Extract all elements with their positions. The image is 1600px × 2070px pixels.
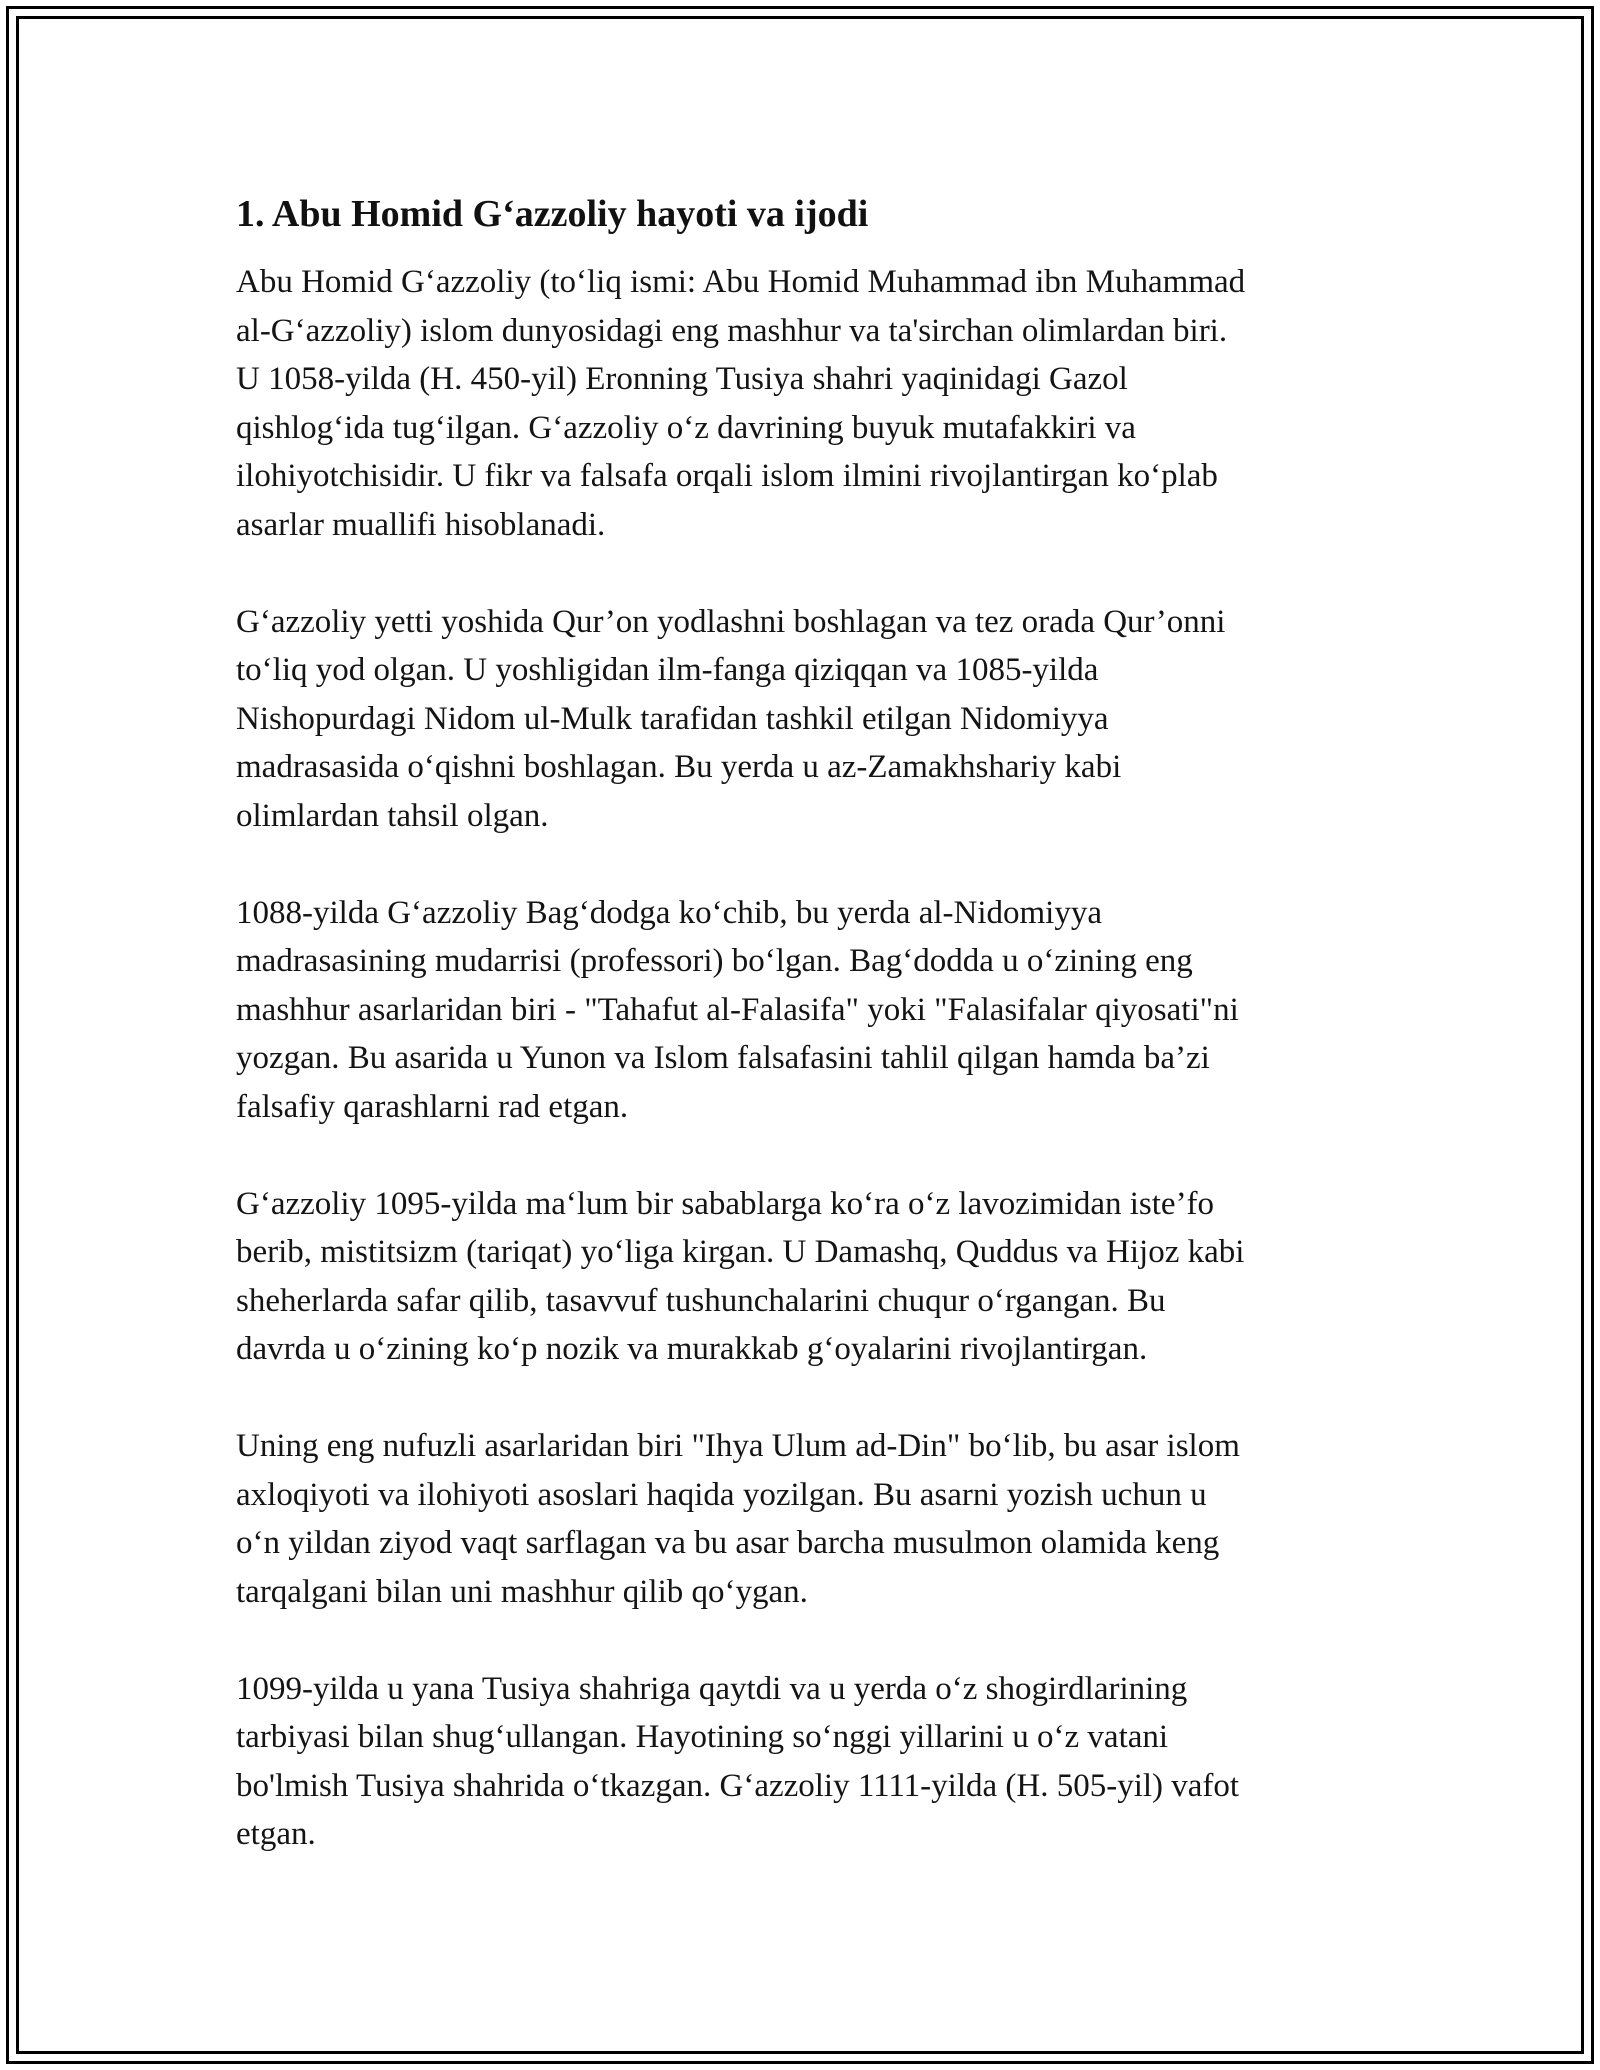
section-heading: 1. Abu Homid G‘azzoliy hayoti va ijodi — [236, 193, 869, 235]
paragraph-final-years: 1099-yilda u yana Tusiya shahriga qaytdi va u yerda o‘z shogirdlarining tarbiyasi bilan shug‘ullangan. Hayotining so‘nggi yillarini u o‘z vatani bo'lmish Tusiya shahrida o‘tkazgan. G‘azzoliy 1111-yilda (H. 505-yil) vafot etgan. — [236, 1670, 1240, 1852]
paragraph-baghdad-period: 1088-yilda G‘azzoliy Bag‘dodga ko‘chib, bu yerda al-Nidomiyya madrasasining mudarrisi (professori) bo‘lgan. Bag‘dodda u o‘zining eng mashhur asarlaridan biri - "Tahafut al-Falasifa" yoki "Falasifalar qiyosati"ni yozgan. Bu asarida u Yunon va Islom falsafasini tahlil qilgan hamda ba’zi falsafiy qarashlarni rad etgan. — [236, 894, 1239, 1125]
paragraph-mysticism-travels: G‘azzoliy 1095-yilda ma‘lum bir sabablarga ko‘ra o‘z lavozimidan iste’fo berib, mistitsizm (tariqat) yo‘liga kirgan. U Damashq, Quddus va Hijoz kabi sheherlarda safar qilib, tasavvuf tushunchalarini chuqur o‘rgangan. Bu davrda u o‘zining ko‘p nozik va murakkab g‘oyalarini rivojlantirgan. — [236, 1185, 1245, 1367]
paragraph-biography-intro: Abu Homid G‘azzoliy (to‘liq ismi: Abu Homid Muhammad ibn Muhammad al-G‘azzoliy) islom dunyosidagi eng mashhur va ta'sirchan olimlardan biri. U 1058-yilda (H. 450-yil) Eronning Tusiya shahri yaqinidagi Gazol qishlog‘ida tug‘ilgan. G‘azzoliy o‘z davrining buyuk mutafakkiri va ilohiyotchisidir. U fikr va falsafa orqali islom ilmini rivojlantirgan ko‘plab asarlar muallifi hisoblanadi. — [236, 264, 1246, 543]
document-body — [236, 190, 1386, 1907]
paragraph-ihya-ulum-ad-din: Uning eng nufuzli asarlaridan biri "Ihya Ulum ad-Din" bo‘lib, bu asar islom axloqiyoti va ilohiyoti asoslari haqida yozilgan. Bu asarni yozish uchun u o‘n yildan ziyod vaqt sarflagan va bu asar barcha musulmon olamida keng tarqalgani bilan uni mashhur qilib qo‘ygan. — [236, 1428, 1240, 1610]
paragraph-early-education: G‘azzoliy yetti yoshida Qur’on yodlashni boshlagan va tez orada Qur’onni to‘liq yod olgan. U yoshligidan ilm-fanga qiziqqan va 1085-yilda Nishopurdagi Nidom ul-Mulk tarafidan tashkil etilgan Nidomiyya madrasasida o‘qishni boshlagan. Bu yerda u az-Zamakhshariy kabi olimlardan tahsil olgan. — [236, 603, 1226, 834]
